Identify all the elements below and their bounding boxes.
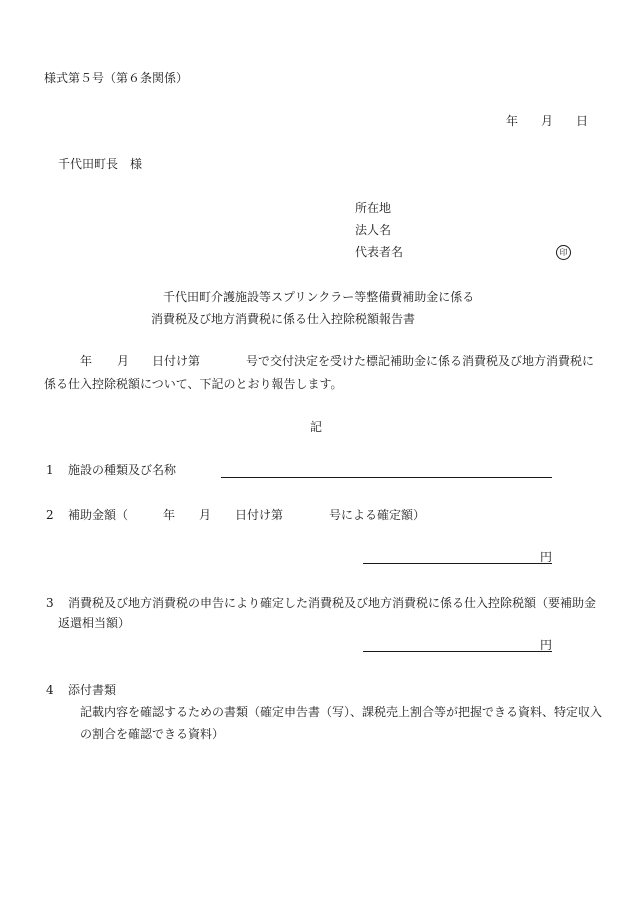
body-rest: 号で交付決定を受けた標記補助金に係る消費税及び地方消費税に (246, 354, 595, 368)
seal-mark: 印 (556, 245, 571, 260)
item-3-amount-underline (363, 651, 552, 652)
representative-label: 代表者名 (355, 245, 404, 259)
item-4-label: 添付書類 (68, 683, 117, 697)
item-1-number: 1 (46, 463, 54, 477)
item-3-line-2: 返還相当額） (58, 616, 131, 630)
addressee: 千代田町長 様 (58, 157, 143, 171)
item-2-suffix: 号による確定額） (329, 508, 426, 522)
body-day-ref: 日付け第 (152, 354, 201, 368)
title-line-2: 消費税及び地方消費税に係る仕入控除税額報告書 (151, 312, 416, 326)
date-day-label: 日 (576, 114, 589, 128)
item-2-amount-underline (363, 563, 552, 564)
body-line-2: 係る仕入控除税額について、下記のとおり報告します。 (44, 377, 343, 391)
date-year-label: 年 (506, 114, 519, 128)
item-3-number: 3 (46, 596, 54, 610)
item-2-number: 2 (46, 508, 54, 522)
body-month: 月 (117, 354, 130, 368)
item-3-line-1: 消費税及び地方消費税の申告により確定した消費税及び地方消費税に係る仕入控除税額（要補助金 (68, 596, 597, 610)
title-line-1: 千代田町介護施設等スプリンクラー等整備費補助金に係る (163, 290, 475, 304)
item-2-day-ref: 日付け第 (235, 508, 284, 522)
address-label: 所在地 (355, 201, 392, 215)
item-1-label: 施設の種類及び名称 (68, 463, 177, 477)
date-month-label: 月 (541, 114, 554, 128)
item-4-desc-line-2: の割合を確認できる資料） (80, 727, 225, 741)
item-2-yen: 円 (540, 550, 553, 564)
item-1-underline (221, 477, 552, 478)
item-2-year: 年 (163, 508, 176, 522)
item-3-yen: 円 (540, 638, 553, 652)
corporation-label: 法人名 (355, 223, 392, 237)
item-2-month: 月 (199, 508, 212, 522)
form-label: 様式第５号（第６条関係） (44, 71, 189, 85)
item-2-label: 補助金額（ (68, 508, 129, 522)
ki-heading: 記 (310, 420, 323, 434)
item-4-desc-line-1: 記載内容を確認するための書類（確定申告書（写）、課税売上割合等が把握できる資料、特定収入 (80, 705, 603, 719)
item-4-number: 4 (46, 683, 54, 697)
body-year: 年 (80, 354, 93, 368)
